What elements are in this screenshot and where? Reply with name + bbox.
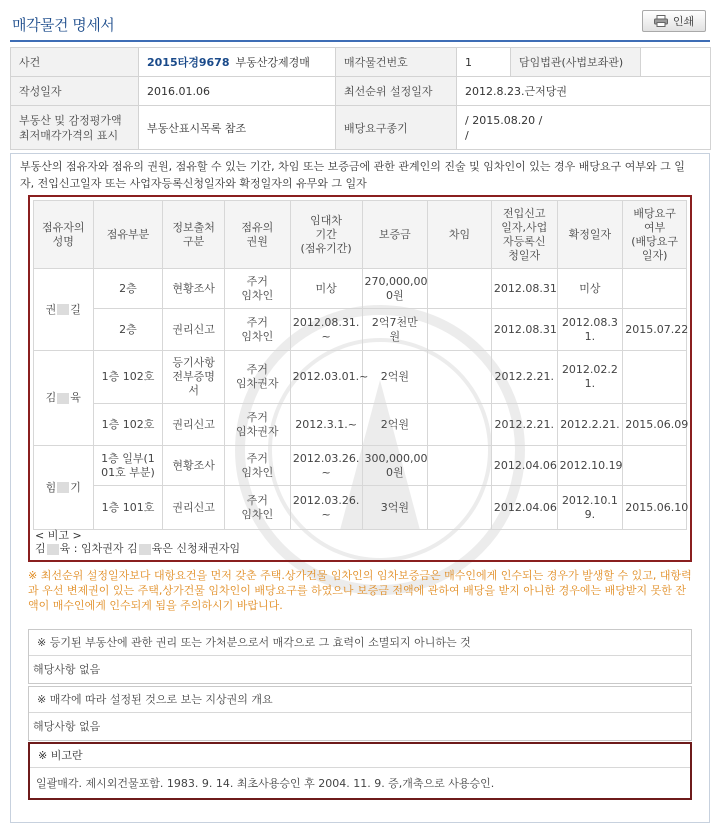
occupancy-cell: 2012.2.21. [491,404,557,446]
occupancy-frame [28,195,692,562]
occupancy-cell [428,404,492,446]
masked-name-block [57,482,69,493]
occupancy-cell: 1층 101호 [93,486,163,530]
occupancy-cell: 2억7천만 원 [362,309,428,351]
print-label: 인쇄 [672,16,695,28]
occupancy-row [34,351,687,404]
written-date-label: 작성일자 [11,77,139,106]
masked-name-block [57,304,69,315]
occupancy-header-cell: 점유자의 성명 [34,201,94,269]
priority-date-value: 2012.8.23.근저당권 [457,77,711,106]
case-info-table [10,47,711,150]
judge-value [641,48,711,77]
occupancy-cell: 2012.08.31. ~ [290,309,362,351]
case-value [139,48,336,77]
occupancy-cell: 2015.07.22 [623,309,687,351]
page-header [0,0,720,44]
unextinguished-rights-title: ※ 등기된 부동산에 관한 권리 또는 가처분으로서 매각으로 그 효력이 소멸되지 아니하는 것 [29,630,691,656]
item-no-label: 매각물건번호 [336,48,457,77]
occupancy-cell: 권리신고 [163,404,225,446]
superficies-content: 해당사항 없음 [33,720,101,733]
occupancy-cell: 2015.06.10 [623,486,687,530]
occupancy-cell: 현황조사 [163,269,225,309]
occupancy-cell [623,351,687,404]
masked-name-block [57,393,69,404]
printer-icon [654,15,668,27]
occupancy-cell [623,446,687,486]
occupancy-header-cell: 배당요구 여부 (배당요구 일자) [623,201,687,269]
occupancy-cell: 2012.04.06 [491,446,557,486]
occupancy-cell: 권리신고 [163,309,225,351]
occupant-name-first: 권 [45,302,57,316]
occupancy-cell: 270,000,00 0원 [362,269,428,309]
occupancy-cell: 권리신고 [163,486,225,530]
occupant-name [34,351,94,446]
occupancy-cell: 300,000,00 0원 [362,446,428,486]
occupancy-cell: 주거 임차권자 [224,404,290,446]
bigo-name-first: 김 [35,542,46,555]
occupant-name-first: 김 [45,391,57,404]
written-date-value: 2016.01.06 [139,77,336,106]
occupancy-cell: 2012.3.1.~ [290,404,362,446]
occupancy-cell: 주거 임차인 [224,309,290,351]
occupancy-cell: 2012.03.01.~ [290,351,362,404]
occupancy-row [34,446,687,486]
occupancy-cell: 2층 [93,309,163,351]
occupancy-cell: 2012.03.26. ~ [290,486,362,530]
unextinguished-rights-box [28,629,692,684]
tenant-notice: ※ 최선순위 설정일자보다 대항요건을 먼저 갖춘 주택.상가건물 임차인의 임차보증금은 매수인에게 인수되는 경우가 발생할 수 있고, 대항력과 우선 변제권이 있는 주택,상가건물 임차인이 배당요구를 하였으나 보증금 전액에 관하여 배당을 받지 아니한 경우에는 배당받지 못한 잔액이 매수인에게 인수되게 됨을 주의하시기 바랍니다. [28,569,692,612]
occupancy-header-cell: 정보출처 구분 [163,201,225,269]
occupant-name-last: 기 [70,480,81,494]
occupancy-cell: 3억원 [362,486,428,530]
occupancy-cell: 2억원 [362,351,428,404]
occupancy-cell: 주거 임차인 [224,446,290,486]
bigo-note [35,529,240,555]
occupancy-cell: 2012.03.26. ~ [290,446,362,486]
occupancy-cell: 2012.08.3 1. [557,309,623,351]
occupancy-header-cell: 차임 [428,201,492,269]
judge-label: 담임법관(사법보좌관) [511,48,641,77]
occupancy-cell: 2012.10.1 9. [557,486,623,530]
occupancy-cell: 1층 102호 [93,404,163,446]
masked-name-block [139,544,151,555]
bigo-text-2: 육은 신청채권자임 [151,542,241,555]
occupancy-header-cell: 점유의 권원 [224,201,290,269]
occupancy-row [34,269,687,309]
occupancy-row [34,309,687,351]
occupant-name-last: 육 [70,391,81,404]
occupancy-cell: 2층 [93,269,163,309]
occupancy-cell: 2억원 [362,404,428,446]
occupancy-cell: 주거 임차인 [224,486,290,530]
masked-name-block [47,544,59,555]
unextinguished-rights-content: 해당사항 없음 [33,663,101,676]
occupant-name [34,446,94,530]
occupant-name [34,269,94,351]
occupancy-cell [428,351,492,404]
occupancy-cell: 1층 102호 [93,351,163,404]
occupancy-header-cell: 확정일자 [557,201,623,269]
occupancy-cell: 주거 임차인 [224,269,290,309]
occupancy-cell: 2012.08.31 [491,269,557,309]
occupancy-cell [428,486,492,530]
intro-text: 부동산의 점유자와 점유의 권원, 점유할 수 있는 기간, 차임 또는 보증금에 관한 관계인의 진술 및 임차인이 있는 경우 배당요구 여부와 그 일자, 전입신고일자 또는 사업자등록신청일자와 확정일자의 유무와 그 일자 [20,160,685,190]
occupancy-header-cell: 임대차 기간 (점유기간) [290,201,362,269]
occupancy-cell: 미상 [290,269,362,309]
occupancy-cell: 2012.04.06 [491,486,557,530]
appraisal-value: 부동산표시목록 참조 [139,106,336,150]
print-button[interactable] [642,10,706,32]
superficies-box [28,686,692,741]
occupancy-header-cell: 전입신고 일자,사업 자등록신 청일자 [491,201,557,269]
dividend-deadline-value: / 2015.08.20 / / [457,106,711,150]
occupancy-row [34,486,687,530]
dividend-deadline-label: 배당요구종기 [336,106,457,150]
occupancy-cell: 미상 [557,269,623,309]
occupancy-cell: 1층 일부(1 01호 부분) [93,446,163,486]
item-no-value: 1 [457,48,511,77]
occupancy-cell: 2012.10.19 [557,446,623,486]
occupancy-cell: 2012.02.2 1. [557,351,623,404]
bigo-text-1: 육 : 임차권자 김 [59,542,138,555]
occupancy-cell: 2012.08.31 [491,309,557,351]
superficies-title: ※ 매각에 따라 설정된 것으로 보는 지상권의 개요 [29,687,691,713]
occupancy-table [33,200,687,530]
occupant-name-last: 길 [70,302,81,316]
case-type: 부동산강제경매 [235,56,310,69]
occupancy-cell: 2012.2.21. [491,351,557,404]
occupancy-body [34,269,687,530]
occupancy-cell [428,269,492,309]
occupant-name-first: 힘 [45,480,57,494]
occupancy-cell: 등기사항 전부증명 서 [163,351,225,404]
remarks-title: ※ 비고란 [30,744,690,768]
appraisal-label: 부동산 및 감정평가액 최저매각가격의 표시 [11,106,139,150]
bigo-title: < 비고 > [35,529,82,542]
bigo-line [35,542,240,555]
occupancy-row [34,404,687,446]
case-label: 사건 [11,48,139,77]
remarks-box [28,742,692,800]
occupancy-cell: 2015.06.09 [623,404,687,446]
case-number: 2015타경9678 [147,56,230,69]
occupancy-cell: 2012.2.21. [557,404,623,446]
occupancy-cell [428,309,492,351]
occupancy-cell: 현황조사 [163,446,225,486]
remarks-content: 일괄매각. 제시외건물포함. 1983. 9. 14. 최초사용승인 후 2004. 11. 9. 증,개축으로 사용승인. [36,777,495,790]
occupancy-header-cell: 점유부분 [93,201,163,269]
occupancy-header-cell: 보증금 [362,201,428,269]
occupancy-cell [623,269,687,309]
occupancy-cell [428,446,492,486]
occupancy-cell: 주거 임차권자 [224,351,290,404]
header-divider [10,40,710,42]
occupancy-header-row [34,201,687,269]
priority-date-label: 최선순위 설정일자 [336,77,457,106]
page-title: 매각물건 명세서 [12,16,115,34]
